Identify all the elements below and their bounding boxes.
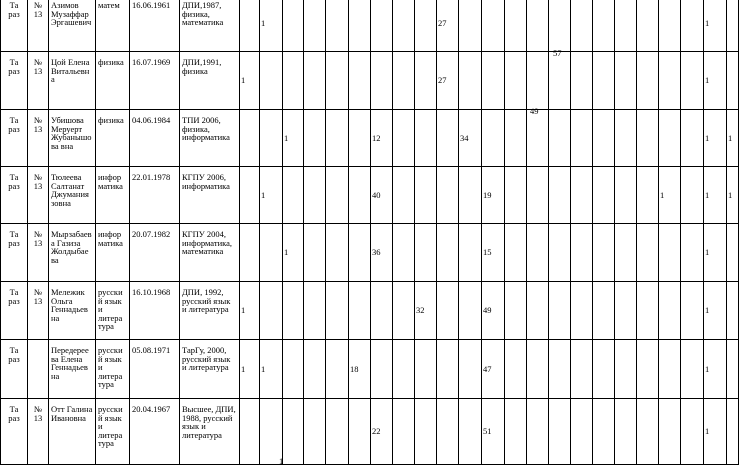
value-cell: 1 (704, 224, 727, 282)
value-cell: 19 (482, 167, 505, 224)
value-cell (727, 399, 739, 465)
value-cell (371, 0, 393, 52)
value-cell (527, 340, 549, 399)
birthdate-cell: 05.08.1971 (130, 340, 180, 399)
table-row (1, 0, 739, 52)
value-cell: 1 (240, 282, 260, 340)
value-cell (505, 167, 527, 224)
value-cell (437, 399, 459, 465)
value-cell (283, 52, 304, 110)
name-cell: Отт Галина Ивановна (49, 399, 96, 465)
ta-cell: Та раз (1, 52, 28, 110)
value-cell (304, 110, 326, 167)
value-cell (393, 224, 415, 282)
value-cell (681, 224, 704, 282)
value-cell: 1 (704, 399, 727, 465)
name-cell: Передерее ва Елена Геннадьев на (49, 340, 96, 399)
number-cell: № 13 (28, 110, 49, 167)
value-cell (615, 110, 637, 167)
value-cell (459, 282, 482, 340)
value-cell (549, 110, 571, 167)
value-cell (637, 52, 659, 110)
value-cell (304, 52, 326, 110)
subject-cell: физика (96, 52, 130, 110)
value-cell (527, 52, 549, 110)
value-cell (415, 0, 437, 52)
value-cell (415, 224, 437, 282)
value-cell (459, 399, 482, 465)
value-cell (240, 224, 260, 282)
value-cell (527, 224, 549, 282)
subject-cell: физика (96, 110, 130, 167)
name-cell: Убишова Меруерт Жубанышова вна (49, 110, 96, 167)
value-cell (459, 52, 482, 110)
value-cell (437, 110, 459, 167)
ta-cell: Та раз (1, 110, 28, 167)
value-cell (571, 52, 593, 110)
birthdate-cell: 16.06.1961 (130, 0, 180, 52)
table-row (1, 399, 739, 465)
birthdate-cell: 16.10.1968 (130, 282, 180, 340)
value-cell (527, 0, 549, 52)
value-cell: 34 (459, 110, 482, 167)
value-cell: 27 (437, 52, 459, 110)
value-cell (304, 399, 326, 465)
value-cell (727, 224, 739, 282)
value-cell: 22 (371, 399, 393, 465)
value-cell (505, 110, 527, 167)
value-cell (549, 224, 571, 282)
value-cell (459, 0, 482, 52)
number-cell (28, 340, 49, 399)
value-cell (371, 340, 393, 399)
value-cell (615, 224, 637, 282)
subject-cell: русски й язык и литера тура (96, 399, 130, 465)
value-cell (304, 167, 326, 224)
value-cell: 1 (260, 340, 283, 399)
value-cell (415, 110, 437, 167)
value-cell (615, 282, 637, 340)
ta-cell: Та раз (1, 340, 28, 399)
value-cell (659, 52, 681, 110)
stray-value: 57 (553, 48, 562, 58)
value-cell (260, 282, 283, 340)
value-cell (681, 282, 704, 340)
value-cell (393, 399, 415, 465)
value-cell: 1 (283, 224, 304, 282)
education-cell: ДПИ,1987, физика, математика (180, 0, 240, 52)
value-cell: 27 (437, 0, 459, 52)
value-cell (260, 224, 283, 282)
value-cell (437, 282, 459, 340)
education-cell: ДПИ,1991, физика (180, 52, 240, 110)
subject-cell: русски й язык и литера тура (96, 340, 130, 399)
ta-cell: Та раз (1, 282, 28, 340)
value-cell: 15 (482, 224, 505, 282)
value-cell: 1 (283, 110, 304, 167)
value-cell (659, 282, 681, 340)
value-cell (527, 399, 549, 465)
value-cell (637, 282, 659, 340)
value-cell (593, 167, 615, 224)
ta-cell: Та раз (1, 399, 28, 465)
value-cell (549, 167, 571, 224)
birthdate-cell: 20.04.1967 (130, 399, 180, 465)
stray-value: 49 (530, 106, 539, 116)
value-cell (593, 282, 615, 340)
value-cell (393, 52, 415, 110)
value-cell (659, 0, 681, 52)
value-cell (349, 224, 371, 282)
value-cell (326, 399, 349, 465)
education-cell: ТПИ 2006, физика, информатика (180, 110, 240, 167)
number-cell: № 13 (28, 52, 49, 110)
name-cell: Тюлеева Салтанат Джумания зовна (49, 167, 96, 224)
value-cell (482, 0, 505, 52)
value-cell (304, 0, 326, 52)
value-cell (615, 167, 637, 224)
value-cell (304, 340, 326, 399)
value-cell (437, 167, 459, 224)
value-cell (371, 282, 393, 340)
value-cell (593, 52, 615, 110)
birthdate-cell: 20.07.1982 (130, 224, 180, 282)
birthdate-cell: 22.01.1978 (130, 167, 180, 224)
value-cell (681, 399, 704, 465)
value-cell: 18 (349, 340, 371, 399)
subject-cell: инфор матика (96, 224, 130, 282)
name-cell: Азимов Музаффар Эргашевич (49, 0, 96, 52)
value-cell (593, 340, 615, 399)
value-cell (283, 0, 304, 52)
value-cell (527, 110, 549, 167)
value-cell: 1 (260, 167, 283, 224)
value-cell: 49 (482, 282, 505, 340)
table-row (1, 340, 739, 399)
value-cell (637, 224, 659, 282)
value-cell (240, 0, 260, 52)
value-cell (615, 399, 637, 465)
table-row (1, 52, 739, 110)
value-cell (681, 340, 704, 399)
table-row (1, 282, 739, 340)
value-cell (659, 224, 681, 282)
value-cell (482, 110, 505, 167)
number-cell: № 13 (28, 167, 49, 224)
value-cell (505, 399, 527, 465)
value-cell (549, 52, 571, 110)
birthdate-cell: 16.07.1969 (130, 52, 180, 110)
value-cell (505, 340, 527, 399)
value-cell: 1 (240, 52, 260, 110)
value-cell (571, 224, 593, 282)
value-cell (326, 0, 349, 52)
value-cell (260, 399, 283, 465)
value-cell (393, 282, 415, 340)
value-cell (326, 167, 349, 224)
stray-value: 1 (279, 456, 284, 466)
value-cell (505, 224, 527, 282)
number-cell: № 13 (28, 224, 49, 282)
value-cell (459, 224, 482, 282)
value-cell (240, 167, 260, 224)
value-cell (593, 0, 615, 52)
value-cell (681, 0, 704, 52)
value-cell (283, 340, 304, 399)
value-cell (349, 399, 371, 465)
value-cell (459, 167, 482, 224)
value-cell (571, 399, 593, 465)
number-cell: № 13 (28, 399, 49, 465)
value-cell (326, 110, 349, 167)
value-cell (415, 167, 437, 224)
value-cell (415, 340, 437, 399)
value-cell: 40 (371, 167, 393, 224)
birthdate-cell: 04.06.1984 (130, 110, 180, 167)
value-cell (505, 0, 527, 52)
value-cell (681, 52, 704, 110)
value-cell (593, 399, 615, 465)
value-cell (549, 340, 571, 399)
name-cell: Мырзабаев а Газиза Жолдыбае ва (49, 224, 96, 282)
education-cell: ТарГу, 2000, русский язык и литература (180, 340, 240, 399)
value-cell (637, 167, 659, 224)
value-cell: 1 (240, 340, 260, 399)
value-cell (326, 52, 349, 110)
value-cell (571, 0, 593, 52)
subject-cell: матем (96, 0, 130, 52)
table-row (1, 110, 739, 167)
table-row (1, 167, 739, 224)
value-cell (393, 110, 415, 167)
value-cell (505, 52, 527, 110)
value-cell (349, 52, 371, 110)
education-cell: Высшее, ДПИ, 1988, русский язык и литература (180, 399, 240, 465)
value-cell (571, 167, 593, 224)
value-cell (349, 0, 371, 52)
value-cell (260, 52, 283, 110)
value-cell (615, 340, 637, 399)
value-cell (283, 399, 304, 465)
value-cell: 1 (704, 110, 727, 167)
value-cell (637, 399, 659, 465)
value-cell (283, 167, 304, 224)
value-cell (527, 167, 549, 224)
education-cell: КГПУ 2004, информатика, математика (180, 224, 240, 282)
value-cell (437, 340, 459, 399)
value-cell: 12 (371, 110, 393, 167)
value-cell (727, 340, 739, 399)
value-cell (571, 282, 593, 340)
value-cell: 47 (482, 340, 505, 399)
value-cell: 51 (482, 399, 505, 465)
value-cell (593, 224, 615, 282)
value-cell (437, 224, 459, 282)
value-cell (637, 0, 659, 52)
number-cell: № 13 (28, 282, 49, 340)
value-cell (571, 110, 593, 167)
value-cell (240, 110, 260, 167)
value-cell (659, 110, 681, 167)
value-cell: 1 (704, 167, 727, 224)
value-cell (505, 282, 527, 340)
value-cell (681, 167, 704, 224)
value-cell (659, 340, 681, 399)
value-cell (304, 282, 326, 340)
value-cell (637, 110, 659, 167)
subject-cell: русски й язык и литера тура (96, 282, 130, 340)
value-cell (593, 110, 615, 167)
value-cell: 1 (704, 282, 727, 340)
value-cell: 1 (704, 340, 727, 399)
value-cell (326, 340, 349, 399)
table-row (1, 224, 739, 282)
value-cell (637, 340, 659, 399)
value-cell (527, 282, 549, 340)
education-cell: КГПУ 2006, информатика (180, 167, 240, 224)
value-cell: 1 (704, 0, 727, 52)
value-cell: 1 (727, 110, 739, 167)
value-cell: 32 (415, 282, 437, 340)
value-cell (615, 0, 637, 52)
value-cell (415, 52, 437, 110)
value-cell (571, 340, 593, 399)
value-cell (304, 224, 326, 282)
value-cell (615, 52, 637, 110)
value-cell: 1 (659, 167, 681, 224)
value-cell (326, 282, 349, 340)
education-cell: ДПИ, 1992, русский язык и литература (180, 282, 240, 340)
value-cell: 1 (727, 167, 739, 224)
value-cell (659, 399, 681, 465)
ta-cell: Та раз (1, 224, 28, 282)
ta-cell: Та раз (1, 0, 28, 52)
value-cell: 1 (260, 0, 283, 52)
value-cell (393, 0, 415, 52)
value-cell (549, 0, 571, 52)
value-cell (326, 224, 349, 282)
value-cell (459, 340, 482, 399)
value-cell (727, 282, 739, 340)
value-cell (549, 399, 571, 465)
value-cell: 36 (371, 224, 393, 282)
value-cell (260, 110, 283, 167)
value-cell (349, 167, 371, 224)
value-cell (727, 0, 739, 52)
value-cell (240, 399, 260, 465)
name-cell: Мележик Ольга Геннадьев на (49, 282, 96, 340)
value-cell (393, 167, 415, 224)
value-cell (371, 52, 393, 110)
value-cell (415, 399, 437, 465)
value-cell (549, 282, 571, 340)
name-cell: Цой Елена Витальевн а (49, 52, 96, 110)
value-cell: 1 (704, 52, 727, 110)
value-cell (349, 110, 371, 167)
value-cell (393, 340, 415, 399)
value-cell (681, 110, 704, 167)
value-cell (727, 52, 739, 110)
value-cell (349, 282, 371, 340)
subject-cell: инфор матика (96, 167, 130, 224)
value-cell (482, 52, 505, 110)
ta-cell: Та раз (1, 167, 28, 224)
number-cell: № 13 (28, 0, 49, 52)
value-cell (283, 282, 304, 340)
